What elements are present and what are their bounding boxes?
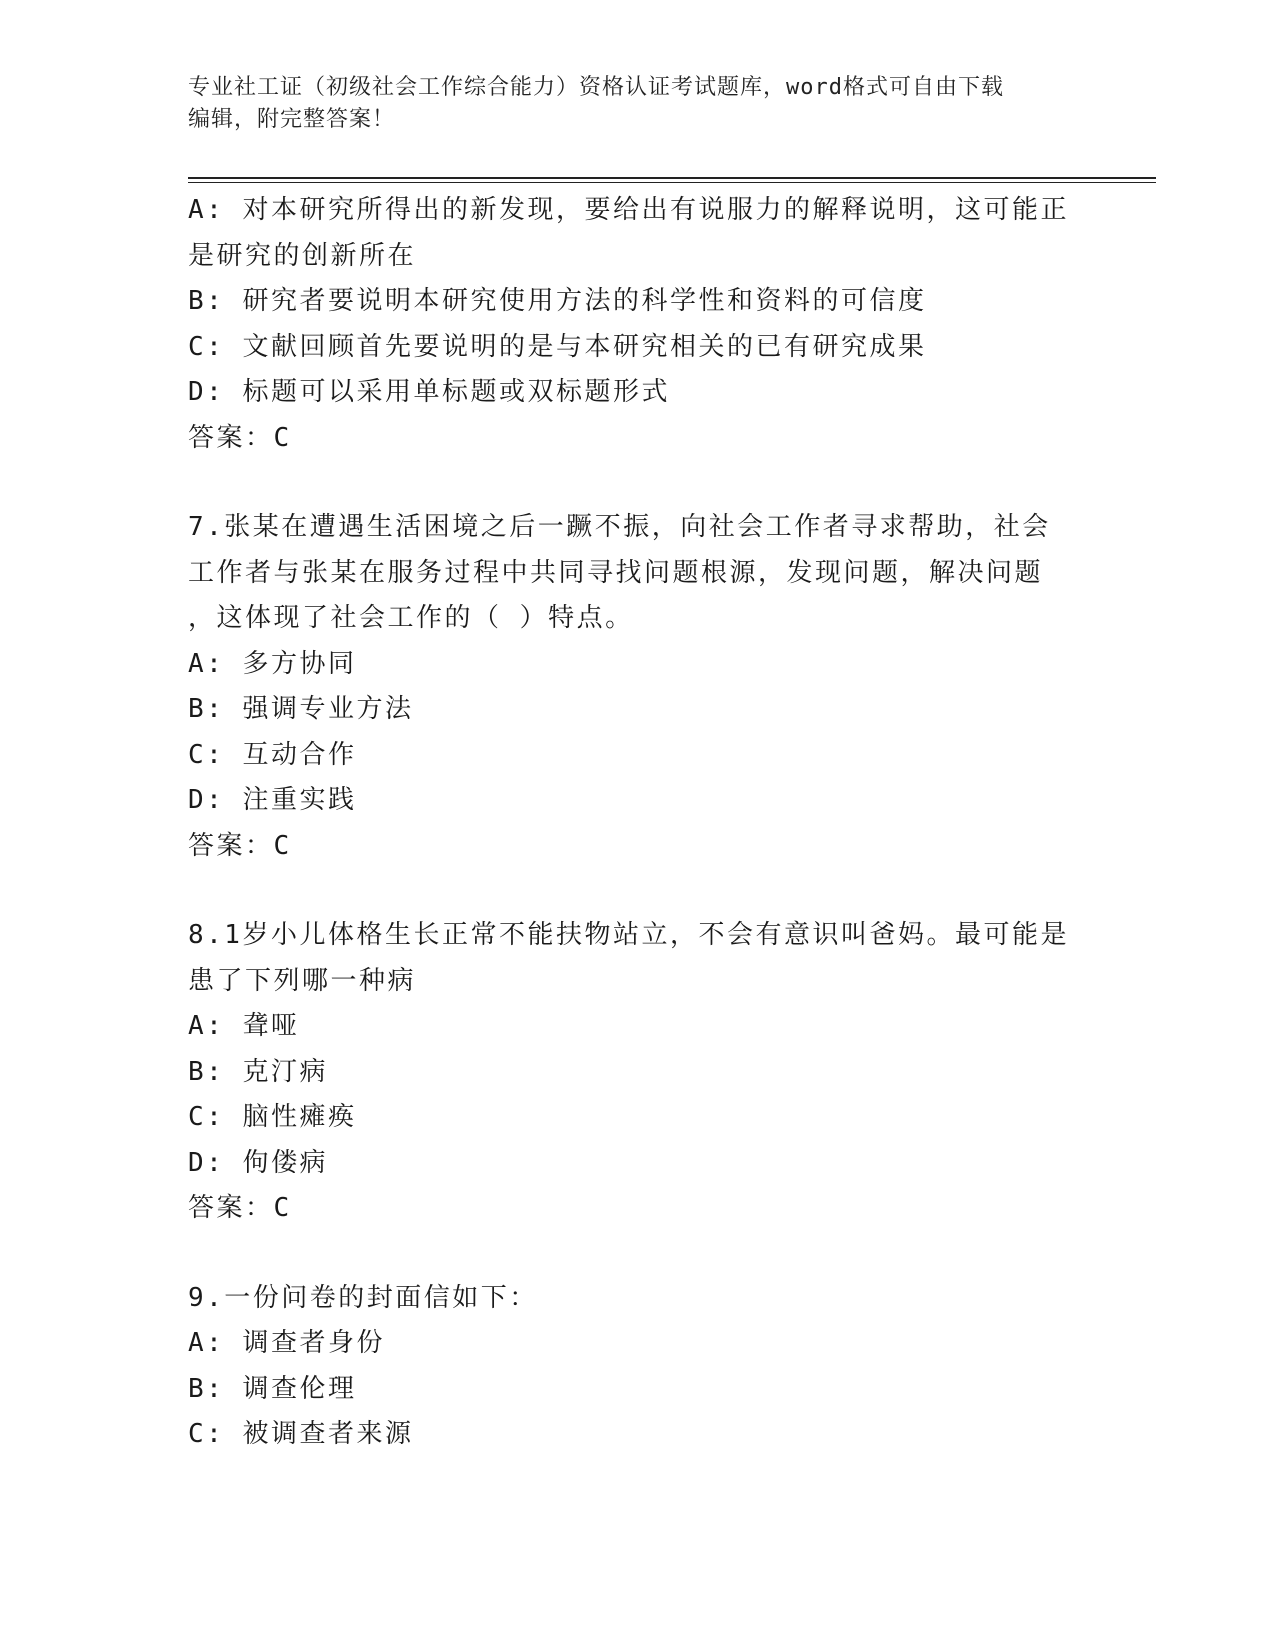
option-line: A: 调查者身份 xyxy=(188,1328,385,1358)
question-stem: 8.1岁小儿体格生长正常不能扶物站立，不会有意识叫爸妈。最可能是 xyxy=(188,920,1069,950)
header-line: 专业社工证（初级社会工作综合能力）资格认证考试题库，word格式可自由下载 xyxy=(188,75,1004,100)
option-line: B: 研究者要说明本研究使用方法的科学性和资料的可信度 xyxy=(188,286,927,316)
answer-line: 答案：C xyxy=(188,830,292,861)
document-header xyxy=(188,72,1088,136)
question-stem: ，这体现了社会工作的（ ）特点。 xyxy=(188,603,634,633)
header-line: 编辑，附完整答案！ xyxy=(188,107,396,132)
question-spacer xyxy=(188,1232,1088,1276)
option-line: D: 注重实践 xyxy=(188,785,357,815)
question-stem: 患了下列哪一种病 xyxy=(188,965,417,996)
question-spacer xyxy=(188,461,1088,505)
question-7 xyxy=(188,505,1088,869)
header-divider-thin xyxy=(188,182,1156,183)
question-stem: 工作者与张某在服务过程中共同寻找问题根源，发现问题，解决问题 xyxy=(188,557,1044,588)
question-list xyxy=(188,188,1088,1458)
question-stem: 7.张某在遭遇生活困境之后一蹶不振，向社会工作者寻求帮助，社会 xyxy=(188,512,1051,542)
option-line: A: 聋哑 xyxy=(188,1011,300,1041)
option-line: B: 调查伦理 xyxy=(188,1373,357,1404)
option-line: D: 标题可以采用单标题或双标题形式 xyxy=(188,377,670,407)
option-line: C: 互动合作 xyxy=(188,739,357,770)
header-divider xyxy=(188,177,1156,179)
question-spacer xyxy=(188,869,1088,913)
option-line: D: 佝偻病 xyxy=(188,1147,328,1178)
question-8 xyxy=(188,913,1088,1232)
answer-line: 答案：C xyxy=(188,422,292,453)
option-line: C: 文献回顾首先要说明的是与本研究相关的已有研究成果 xyxy=(188,331,927,362)
option-line: A: 对本研究所得出的新发现，要给出有说服力的解释说明，这可能正 xyxy=(188,195,1069,225)
option-line: C: 被调查者来源 xyxy=(188,1419,414,1449)
answer-line: 答案：C xyxy=(188,1193,292,1223)
question-stem: 9.一份问卷的封面信如下： xyxy=(188,1282,538,1313)
option-line: C: 脑性瘫痪 xyxy=(188,1102,357,1132)
question-6 xyxy=(188,188,1088,461)
option-line: B: 强调专业方法 xyxy=(188,694,414,724)
option-line: B: 克汀病 xyxy=(188,1056,328,1087)
option-line: A: 多方协同 xyxy=(188,648,357,679)
question-9 xyxy=(188,1276,1088,1458)
option-line: 是研究的创新所在 xyxy=(188,240,417,271)
